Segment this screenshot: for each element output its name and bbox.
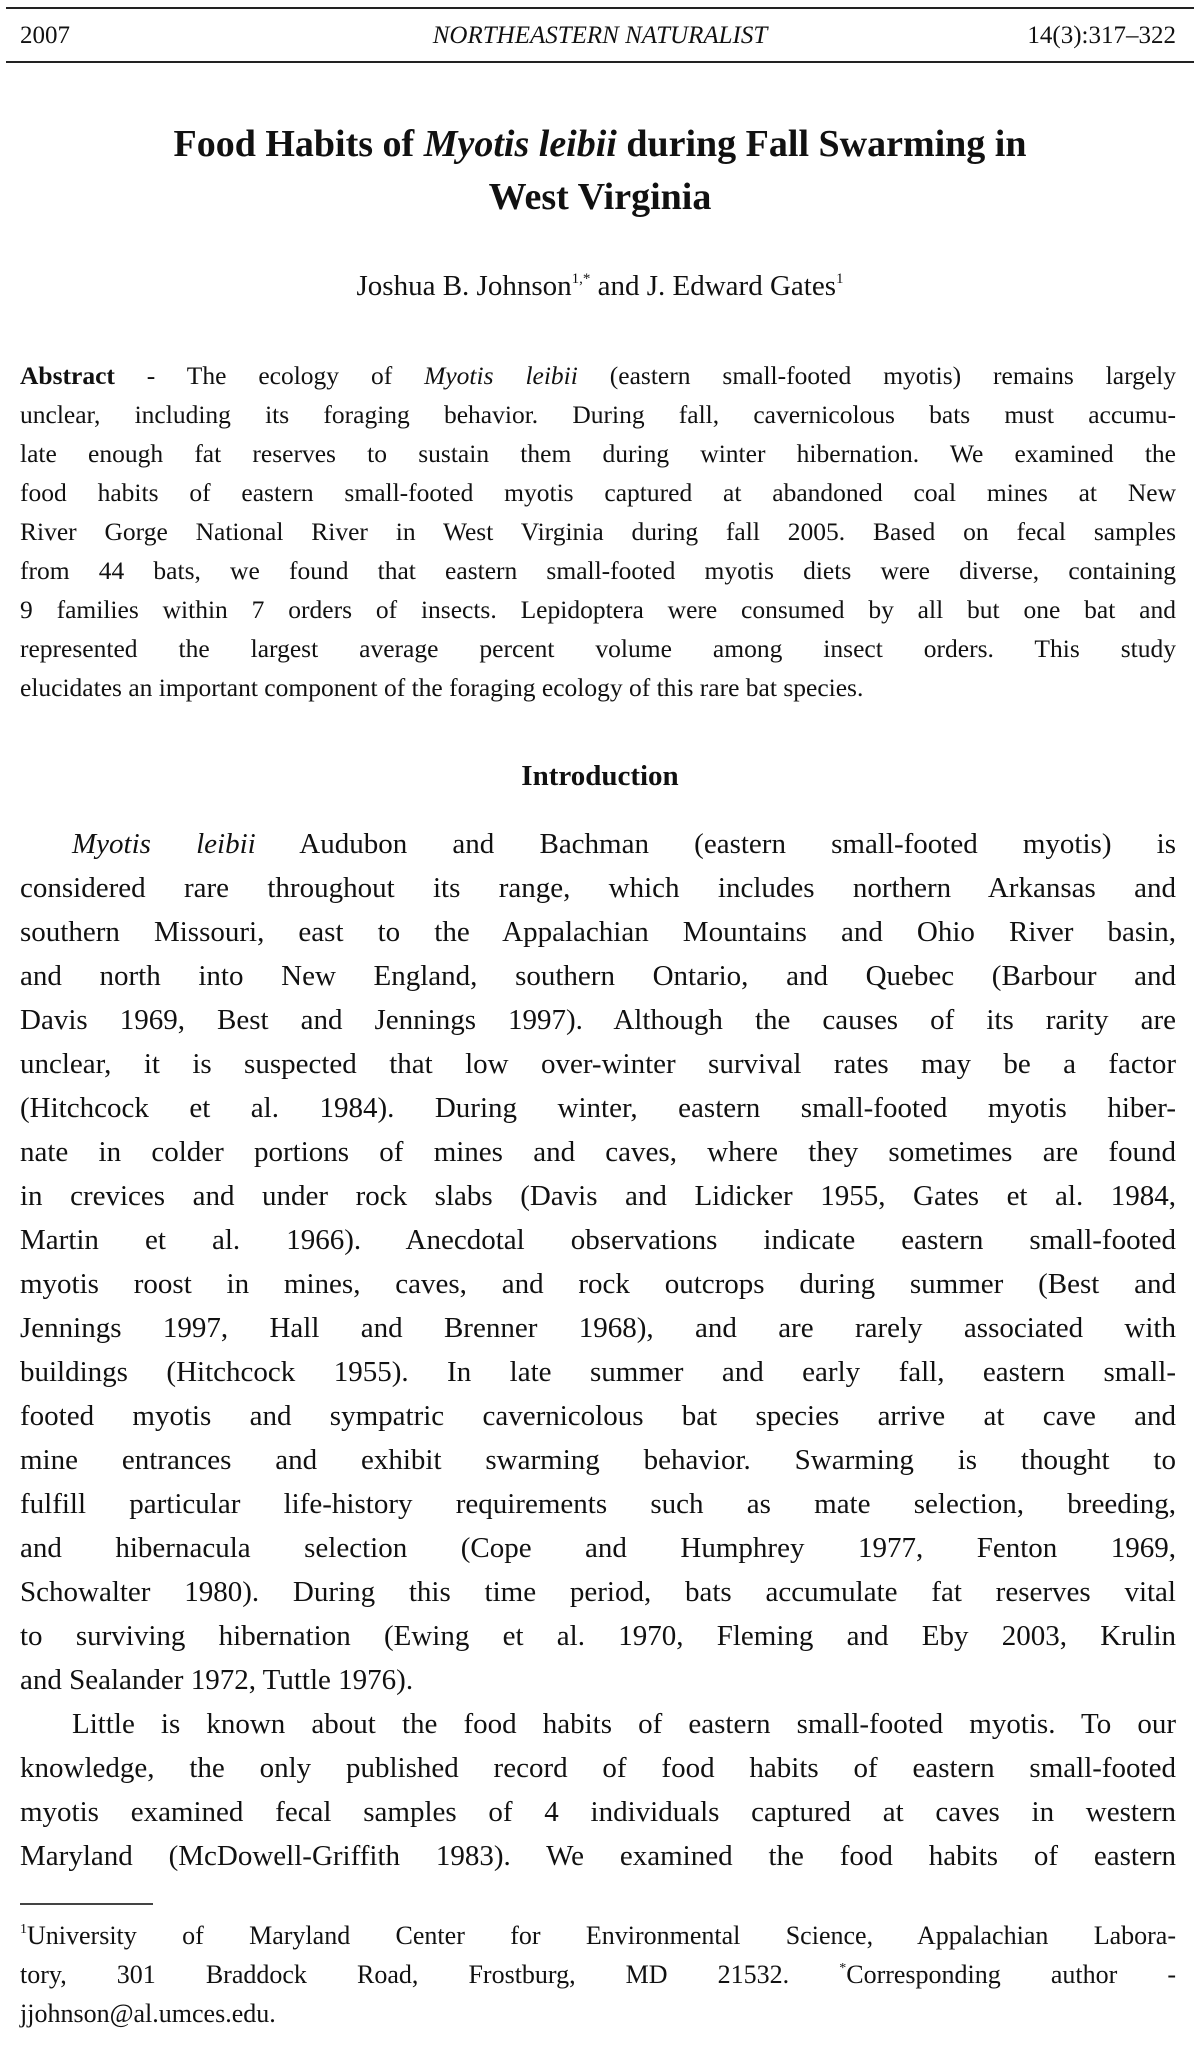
body-line: Jennings 1997, Hall and Brenner 1968), and are rarely associated with	[20, 1312, 1176, 1344]
author-2-affiliation: 1	[836, 271, 844, 287]
abstract-line: food habits of eastern small-footed myotis captured at abandoned coal mines at New	[20, 478, 1176, 507]
body-line: Little is known about the food habits of eastern small-footed myotis. To our	[72, 1708, 1176, 1740]
body-line: fulfill particular life-history requirements such as mate selection, breeding,	[20, 1488, 1176, 1520]
body-line: Myotis leibii Audubon and Bachman (eastern small-footed myotis) is	[72, 828, 1177, 860]
title-line-1: Food Habits of Myotis leibii during Fall Swarming in	[173, 123, 1027, 165]
introduction-body	[20, 822, 1176, 1878]
running-head	[0, 18, 1200, 54]
abstract-line: elucidates an important component of the foraging ecology of this rare bat species.	[20, 673, 864, 702]
abstract-label: Abstract	[20, 361, 115, 390]
running-head-journal: NORTHEASTERN NATURALIST	[432, 22, 768, 49]
author-line: Joshua B. Johnson$^{1,*}$ and J. Edward Gates$^1$	[356, 270, 844, 302]
body-line: unclear, it is suspected that low over-winter survival rates may be a factor	[20, 1048, 1176, 1080]
footnote-affiliation	[20, 1916, 1176, 2033]
author-1-affiliation: 1,*	[571, 271, 591, 287]
running-head-volume: 14(3):317–322	[1027, 22, 1176, 49]
body-line: buildings (Hitchcock 1955). In late summer and early fall, eastern small-	[20, 1356, 1176, 1388]
body-line: mine entrances and exhibit swarming behavior. Swarming is thought to	[20, 1444, 1176, 1476]
body-line: Maryland (McDowell-Griffith 1983). We examined the food habits of eastern	[20, 1840, 1176, 1872]
author-2: J. Edward Gates	[646, 270, 836, 302]
header-top-rule	[6, 7, 1194, 9]
section-heading-introduction: Introduction	[521, 760, 679, 792]
body-line: considered rare throughout its range, which includes northern Arkansas and	[20, 872, 1176, 904]
abstract-line: River Gorge National River in West Virginia during fall 2005. Based on fecal samples	[20, 517, 1176, 546]
body-line: footed myotis and sympatric cavernicolous bat species arrive at cave and	[20, 1400, 1176, 1432]
body-line: knowledge, the only published record of food habits of eastern small-footed	[20, 1752, 1176, 1784]
body-line: and hibernacula selection (Cope and Humphrey 1977, Fenton 1969,	[20, 1532, 1176, 1564]
body-line: nate in colder portions of mines and caves, where they sometimes are found	[20, 1136, 1176, 1168]
author-1: Joshua B. Johnson	[356, 270, 572, 302]
abstract-line: from 44 bats, we found that eastern small-footed myotis diets were diverse, containing	[20, 556, 1176, 585]
footnote-email[interactable]: jjohnson@al.umces.edu.	[20, 1999, 276, 2028]
abstract-line: late enough fat reserves to sustain them during winter hibernation. We examined the	[20, 439, 1176, 468]
header-bottom-rule	[6, 61, 1194, 63]
title-species-name: Myotis leibii	[423, 123, 617, 165]
body-line: Martin et al. 1966). Anecdotal observations indicate eastern small-footed	[20, 1224, 1176, 1256]
abstract-line: Abstract - The ecology of Myotis leibii (eastern small-footed myotis) remains largely	[20, 361, 1177, 390]
body-line: (Hitchcock et al. 1984). During winter, eastern small-footed myotis hiber-	[20, 1092, 1176, 1124]
body-line: and Sealander 1972, Tuttle 1976).	[20, 1664, 414, 1696]
abstract	[20, 356, 1176, 707]
abstract-line: 9 families within 7 orders of insects. Lepidoptera were consumed by all but one bat and	[20, 595, 1176, 624]
body-line: and north into New England, southern Ontario, and Quebec (Barbour and	[20, 960, 1176, 992]
abstract-line: unclear, including its foraging behavior. During fall, cavernicolous bats must accumu-	[20, 400, 1176, 429]
article-title	[0, 118, 1200, 224]
body-line: in crevices and under rock slabs (Davis and Lidicker 1955, Gates et al. 1984,	[20, 1180, 1176, 1212]
body-line: Davis 1969, Best and Jennings 1997). Although the causes of its rarity are	[20, 1004, 1176, 1036]
footnote-rule	[20, 1903, 153, 1905]
body-line: southern Missouri, east to the Appalachian Mountains and Ohio River basin,	[20, 916, 1176, 948]
footnote-line: tory, 301 Braddock Road, Frostburg, MD 21532. *Corresponding author -	[20, 1960, 1177, 1989]
body-line: to surviving hibernation (Ewing et al. 1970, Fleming and Eby 2003, Krulin	[20, 1620, 1176, 1652]
running-head-year: 2007	[20, 22, 70, 49]
footnote-line: $^1$University of Maryland Center for Environmental Science, Appalachian Labora-	[20, 1921, 1176, 1950]
body-line: myotis roost in mines, caves, and rock outcrops during summer (Best and	[20, 1268, 1176, 1300]
species-name: Myotis leibii	[72, 828, 256, 860]
body-line: myotis examined fecal samples of 4 individuals captured at caves in western	[20, 1796, 1176, 1828]
title-line-2: West Virginia	[488, 176, 712, 218]
body-line: Schowalter 1980). During this time period, bats accumulate fat reserves vital	[20, 1576, 1176, 1608]
abstract-line: represented the largest average percent volume among insect orders. This study	[20, 634, 1176, 663]
